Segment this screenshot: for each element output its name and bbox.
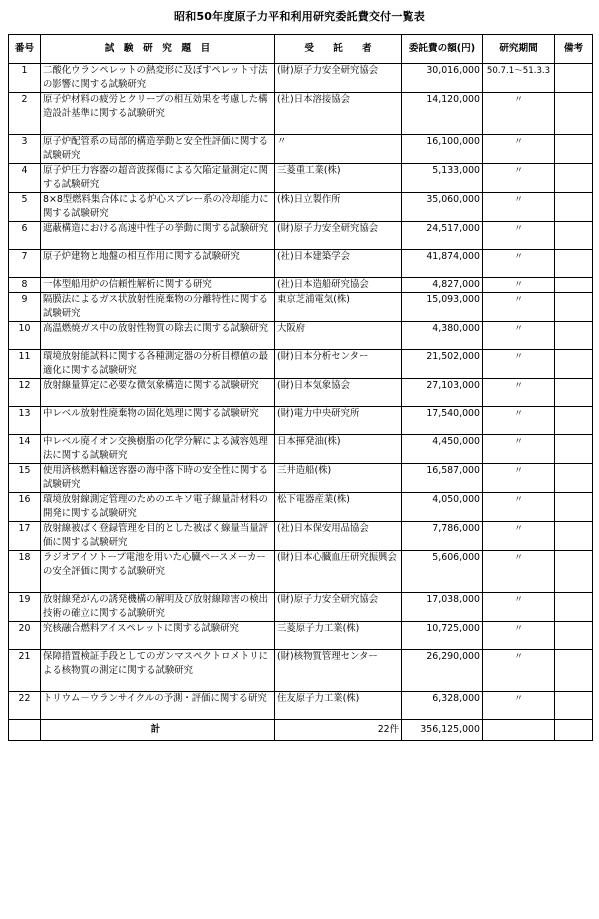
row-contractor: (社)日本建築学会 — [275, 250, 402, 278]
row-topic: 一体型船用炉の信頼性解析に関する研究 — [41, 278, 275, 293]
row-amount: 16,587,000 — [402, 464, 483, 493]
row-remarks — [555, 135, 593, 164]
table-row — [9, 650, 593, 692]
row-contractor: (社)日本保安用品協会 — [275, 522, 402, 551]
total-amount: 356,125,000 — [402, 720, 483, 741]
row-amount: 14,120,000 — [402, 93, 483, 135]
row-period: 〃 — [483, 350, 555, 379]
row-remarks — [555, 278, 593, 293]
table-row — [9, 435, 593, 464]
row-number: 20 — [9, 622, 41, 650]
row-remarks — [555, 164, 593, 193]
row-contractor: (財)原子力安全研究協会 — [275, 593, 402, 622]
row-amount: 5,606,000 — [402, 551, 483, 593]
table-row — [9, 593, 593, 622]
row-amount: 35,060,000 — [402, 193, 483, 222]
row-period: 〃 — [483, 435, 555, 464]
row-remarks — [555, 522, 593, 551]
header-amount: 委託費の額(円) — [402, 35, 483, 64]
row-period: 〃 — [483, 650, 555, 692]
header-row — [9, 35, 593, 64]
row-topic: 環境放射能試料に関する各種測定器の分析目標値の最適化に関する試験研究 — [41, 350, 275, 379]
row-topic: 二酸化ウランペレットの熱変形に及ぼすペレット寸法の影響に関する試験研究 — [41, 64, 275, 93]
table-row — [9, 322, 593, 350]
row-remarks — [555, 193, 593, 222]
row-amount: 27,103,000 — [402, 379, 483, 407]
row-remarks — [555, 93, 593, 135]
row-topic: 原子炉配管系の局部的構造挙動と安全性評価に関する試験研究 — [41, 135, 275, 164]
row-period: 〃 — [483, 379, 555, 407]
row-number: 19 — [9, 593, 41, 622]
row-contractor: (財)核物質管理センター — [275, 650, 402, 692]
row-remarks — [555, 64, 593, 93]
row-number: 16 — [9, 493, 41, 522]
table-row — [9, 407, 593, 435]
table-row — [9, 350, 593, 379]
row-number: 14 — [9, 435, 41, 464]
table-row — [9, 293, 593, 322]
table-row — [9, 622, 593, 650]
row-topic: 原子炉材料の疲労とクリープの相互効果を考慮した構造設計基準に関する試験研究 — [41, 93, 275, 135]
row-period: 〃 — [483, 293, 555, 322]
row-contractor: 三菱原子力工業(株) — [275, 622, 402, 650]
row-period: 〃 — [483, 250, 555, 278]
header-contractor: 受 託 者 — [275, 35, 402, 64]
row-period: 〃 — [483, 135, 555, 164]
table-row — [9, 551, 593, 593]
row-remarks — [555, 435, 593, 464]
row-contractor: (財)日本気象協会 — [275, 379, 402, 407]
row-amount: 16,100,000 — [402, 135, 483, 164]
table-row — [9, 379, 593, 407]
row-topic: 使用済核燃料輸送容器の海中落下時の安全性に関する試験研究 — [41, 464, 275, 493]
row-period: 〃 — [483, 278, 555, 293]
total-label: 計 — [41, 720, 275, 741]
row-contractor: (財)原子力安全研究協会 — [275, 64, 402, 93]
row-remarks — [555, 407, 593, 435]
grant-table — [8, 34, 593, 741]
row-contractor: (財)原子力安全研究協会 — [275, 222, 402, 250]
row-number: 10 — [9, 322, 41, 350]
row-topic: 隔膜法によるガス状放射性廃棄物の分離特性に関する試験研究 — [41, 293, 275, 322]
row-contractor: (社)日本溶接協会 — [275, 93, 402, 135]
row-contractor: (社)日本造船研究協会 — [275, 278, 402, 293]
table-row — [9, 493, 593, 522]
row-topic: 中レベル放射性廃棄物の固化処理に関する試験研究 — [41, 407, 275, 435]
row-amount: 17,540,000 — [402, 407, 483, 435]
table-row — [9, 135, 593, 164]
row-period: 〃 — [483, 193, 555, 222]
row-period: 〃 — [483, 493, 555, 522]
row-remarks — [555, 379, 593, 407]
row-remarks — [555, 293, 593, 322]
row-number: 1 — [9, 64, 41, 93]
row-number: 15 — [9, 464, 41, 493]
row-number: 2 — [9, 93, 41, 135]
row-contractor: (財)日本心臓血圧研究振興会 — [275, 551, 402, 593]
row-topic: 8×8型燃料集合体による炉心スプレー系の冷却能力に関する試験研究 — [41, 193, 275, 222]
row-topic: トリウム－ウランサイクルの予測・評価に関する研究 — [41, 692, 275, 720]
row-amount: 21,502,000 — [402, 350, 483, 379]
row-amount: 4,450,000 — [402, 435, 483, 464]
row-contractor: (株)日立製作所 — [275, 193, 402, 222]
row-number: 22 — [9, 692, 41, 720]
row-amount: 10,725,000 — [402, 622, 483, 650]
row-topic: 放射線量算定に必要な微気象構造に関する試験研究 — [41, 379, 275, 407]
row-contractor: 住友原子力工業(株) — [275, 692, 402, 720]
table-row — [9, 222, 593, 250]
row-period: 〃 — [483, 93, 555, 135]
row-period: 〃 — [483, 551, 555, 593]
row-number: 12 — [9, 379, 41, 407]
row-number: 17 — [9, 522, 41, 551]
document-title: 昭和50年度原子力平和利用研究委託費交付一覧表 — [174, 10, 425, 23]
row-remarks — [555, 551, 593, 593]
row-remarks — [555, 593, 593, 622]
row-contractor: (財)日本分析センター — [275, 350, 402, 379]
row-topic: 保障措置検証手段としてのガンマスペクトロメトリによる核物質の測定に関する試験研究 — [41, 650, 275, 692]
row-remarks — [555, 322, 593, 350]
row-remarks — [555, 622, 593, 650]
row-topic: 原子炉建物と地盤の相互作用に関する試験研究 — [41, 250, 275, 278]
row-topic: 放射線発がんの誘発機構の解明及び放射線障害の検出技術の確立に関する試験研究 — [41, 593, 275, 622]
table-row — [9, 164, 593, 193]
row-topic: 究核融合燃料アイスペレットに関する試験研究 — [41, 622, 275, 650]
row-number: 9 — [9, 293, 41, 322]
row-amount: 7,786,000 — [402, 522, 483, 551]
row-amount: 4,050,000 — [402, 493, 483, 522]
row-number: 6 — [9, 222, 41, 250]
row-topic: 遮蔽構造における高速中性子の挙動に関する試験研究 — [41, 222, 275, 250]
row-topic: 高温燃焼ガス中の放射性物質の除去に関する試験研究 — [41, 322, 275, 350]
row-remarks — [555, 250, 593, 278]
row-remarks — [555, 650, 593, 692]
row-period: 〃 — [483, 464, 555, 493]
row-amount: 24,517,000 — [402, 222, 483, 250]
row-number: 5 — [9, 193, 41, 222]
row-topic: ラジオアイソトープ電池を用いた心臓ペースメーカーの安全評価に関する試験研究 — [41, 551, 275, 593]
table-row — [9, 64, 593, 93]
row-topic: 中レベル廃イオン交換樹脂の化学分解による減容処理法に関する試験研究 — [41, 435, 275, 464]
row-contractor: 松下電器産業(株) — [275, 493, 402, 522]
row-period: 〃 — [483, 593, 555, 622]
table-row — [9, 464, 593, 493]
row-number: 18 — [9, 551, 41, 593]
row-contractor: (財)電力中央研究所 — [275, 407, 402, 435]
row-remarks — [555, 464, 593, 493]
header-period: 研究期間 — [483, 35, 555, 64]
header-topic: 試 験 研 究 題 目 — [41, 35, 275, 64]
row-period: 〃 — [483, 692, 555, 720]
row-number: 11 — [9, 350, 41, 379]
row-contractor: 三菱重工業(株) — [275, 164, 402, 193]
table-row — [9, 692, 593, 720]
row-period: 〃 — [483, 522, 555, 551]
row-period: 〃 — [483, 622, 555, 650]
row-number: 8 — [9, 278, 41, 293]
row-remarks — [555, 350, 593, 379]
row-contractor: 日本揮発油(株) — [275, 435, 402, 464]
row-contractor: 〃 — [275, 135, 402, 164]
row-topic: 環境放射線測定管理のためのエキソ電子線量計材料の開発に関する試験研究 — [41, 493, 275, 522]
row-amount: 26,290,000 — [402, 650, 483, 692]
row-number: 3 — [9, 135, 41, 164]
row-period: 50.7.1～51.3.3 — [483, 64, 555, 93]
row-remarks — [555, 692, 593, 720]
table-row — [9, 193, 593, 222]
row-amount: 5,133,000 — [402, 164, 483, 193]
row-amount: 30,016,000 — [402, 64, 483, 93]
row-number: 7 — [9, 250, 41, 278]
row-amount: 6,328,000 — [402, 692, 483, 720]
row-amount: 4,380,000 — [402, 322, 483, 350]
table-row — [9, 93, 593, 135]
row-number: 21 — [9, 650, 41, 692]
header-remarks: 備考 — [555, 35, 593, 64]
total-row — [9, 720, 593, 741]
row-remarks — [555, 493, 593, 522]
row-amount: 17,038,000 — [402, 593, 483, 622]
row-period: 〃 — [483, 322, 555, 350]
row-topic: 原子炉圧力容器の超音波探傷による欠陥定量測定に関する試験研究 — [41, 164, 275, 193]
row-remarks — [555, 222, 593, 250]
row-contractor: 三井造船(株) — [275, 464, 402, 493]
row-period: 〃 — [483, 407, 555, 435]
table-row — [9, 278, 593, 293]
row-contractor: 東京芝浦電気(株) — [275, 293, 402, 322]
row-number: 13 — [9, 407, 41, 435]
row-period: 〃 — [483, 222, 555, 250]
row-amount: 15,093,000 — [402, 293, 483, 322]
table-row — [9, 250, 593, 278]
row-topic: 放射線被ばく登録管理を目的とした被ばく線量当量評価に関する試験研究 — [41, 522, 275, 551]
row-amount: 4,827,000 — [402, 278, 483, 293]
row-number: 4 — [9, 164, 41, 193]
row-amount: 41,874,000 — [402, 250, 483, 278]
total-count: 22件 — [377, 724, 399, 735]
row-period: 〃 — [483, 164, 555, 193]
header-no: 番号 — [9, 35, 41, 64]
row-contractor: 大阪府 — [275, 322, 402, 350]
table-row — [9, 522, 593, 551]
